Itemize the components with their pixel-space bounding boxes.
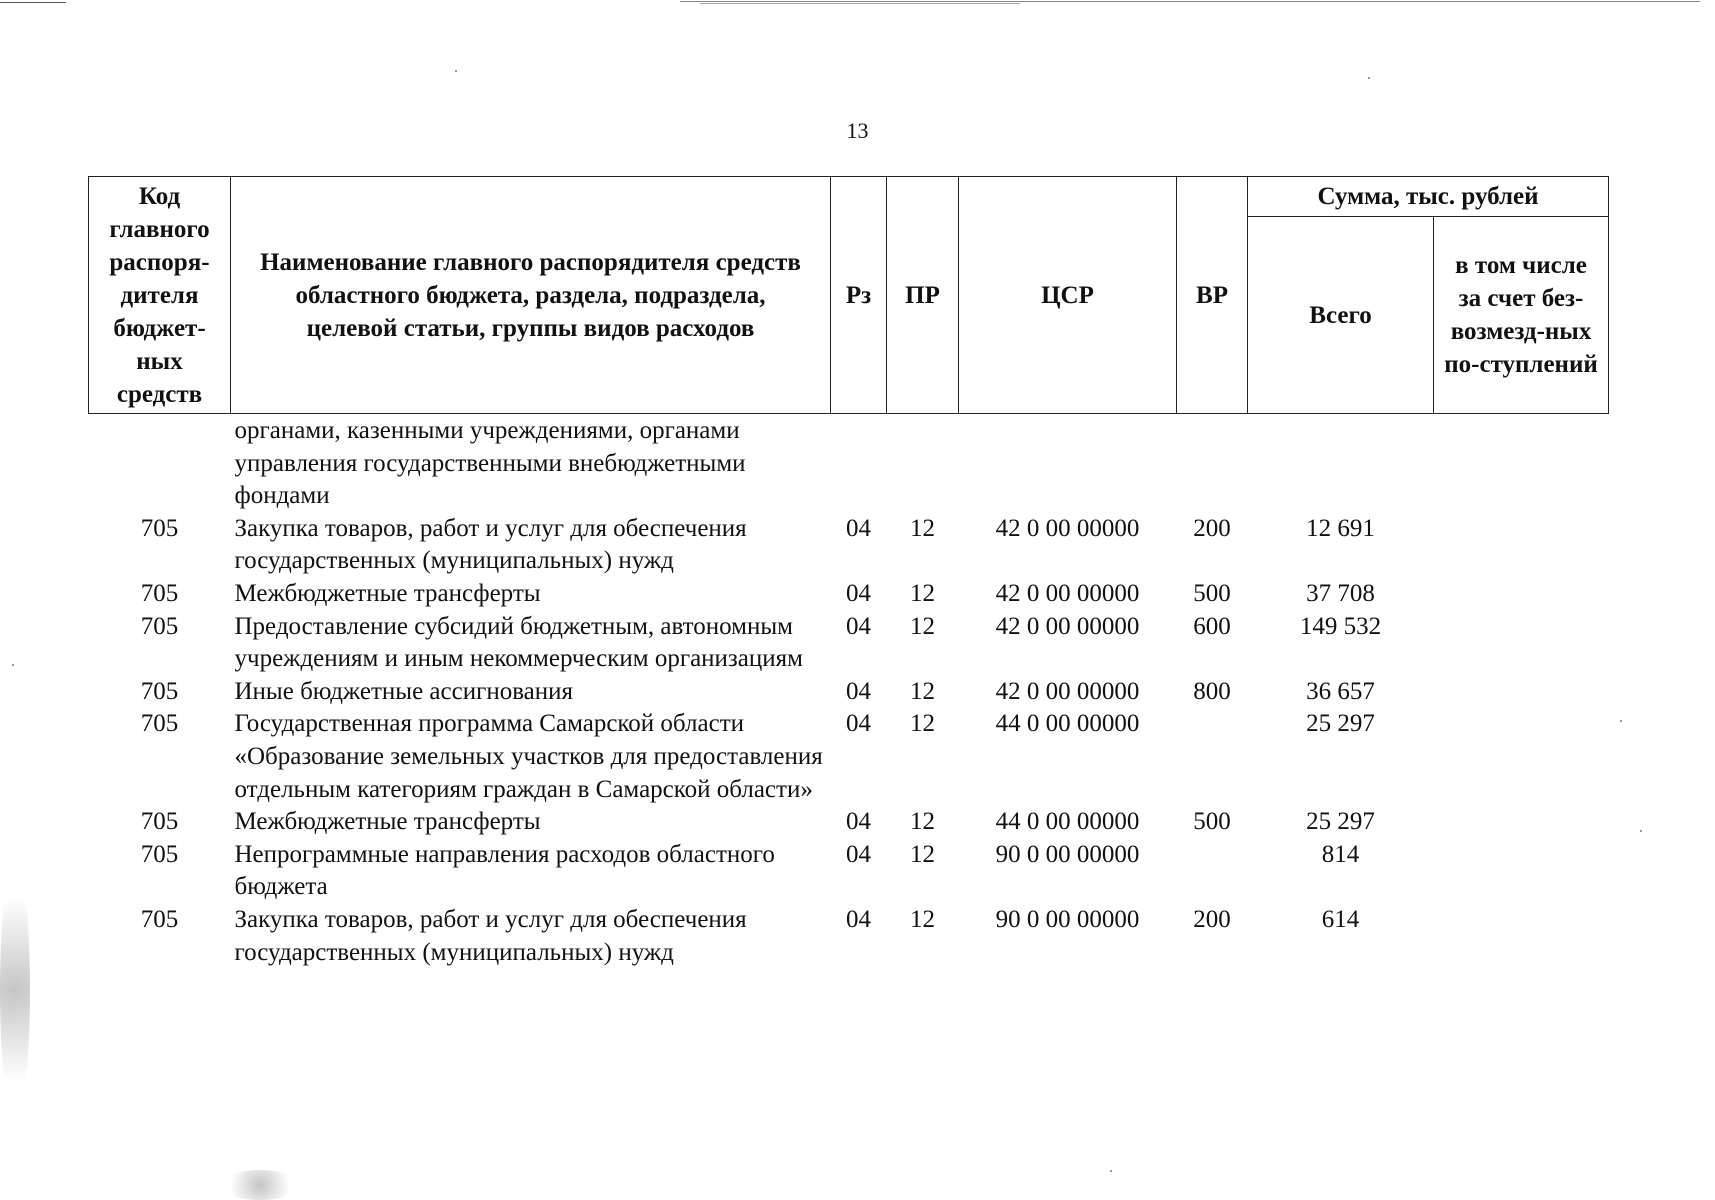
- scan-speck: [12, 664, 14, 666]
- cell-csr: [959, 414, 1177, 513]
- cell-csr: 44 0 00 00000: [995, 808, 1140, 836]
- cell-free: [1434, 708, 1609, 806]
- table-row: [89, 839, 1609, 904]
- cell-code: 705: [140, 514, 179, 542]
- table-row: [89, 513, 1609, 578]
- cell-pr: 12: [910, 514, 935, 542]
- cell-code: 705: [140, 612, 179, 640]
- table-row: [89, 708, 1609, 806]
- cell-free: [1434, 839, 1609, 904]
- cell-total: 814: [1321, 840, 1360, 868]
- cell-rz: 04: [846, 579, 871, 607]
- cell-rz: 04: [846, 514, 871, 542]
- scan-speck: [455, 70, 457, 72]
- cell-free: [1434, 676, 1609, 709]
- cell-pr: 12: [910, 808, 935, 836]
- cell-total: 149 532: [1299, 612, 1382, 640]
- cell-code: 705: [140, 677, 179, 705]
- cell-total: 25 297: [1306, 710, 1375, 738]
- cell-rz: 04: [846, 612, 871, 640]
- cell-pr: 12: [910, 579, 935, 607]
- cell-name: Государственная программа Самарской области «Образование земельных участков для предоставления отдельным категориям граждан в Самарской области»: [234, 710, 823, 803]
- cell-pr: 12: [910, 710, 935, 738]
- cell-free: [1434, 806, 1609, 839]
- cell-name: Непрограммные направления расходов областного бюджета: [234, 840, 775, 901]
- scan-speck: [1368, 77, 1370, 79]
- cell-name: Закупка товаров, работ и услуг для обеспечения государственных (муниципальных) нужд: [234, 905, 747, 966]
- cell-free: [1434, 414, 1609, 513]
- page-number: 13: [846, 118, 869, 143]
- cell-rz: 04: [846, 905, 871, 933]
- cell-free: [1434, 611, 1609, 676]
- cell-rz: 04: [846, 808, 871, 836]
- cell-total: 614: [1321, 905, 1360, 933]
- table-row: [89, 904, 1609, 969]
- cell-name: Закупка товаров, работ и услуг для обеспечения государственных (муниципальных) нужд: [234, 514, 747, 575]
- scan-edge-line-top: [680, 1, 1700, 2]
- cell-code: 705: [140, 840, 179, 868]
- cell-pr: 12: [910, 905, 935, 933]
- scan-edge-line-left: [0, 2, 66, 3]
- cell-total: 25 297: [1306, 808, 1375, 836]
- header-free-receipts: в том числе за счет без-возмезд-ных по-ступлений: [1434, 217, 1609, 414]
- cell-pr: 12: [910, 677, 935, 705]
- cell-rz: 04: [846, 840, 871, 868]
- header-name: Наименование главного распорядителя средств областного бюджета, раздела, подраздела, целевой статьи, группы видов расходов: [231, 177, 831, 414]
- cell-csr: 42 0 00 00000: [995, 612, 1140, 640]
- cell-free: [1434, 578, 1609, 611]
- scan-noise-left: [0, 860, 30, 1120]
- cell-rz: 04: [846, 710, 871, 738]
- table-row: [89, 414, 1609, 513]
- cell-vr: [1177, 839, 1248, 904]
- table-row: [89, 611, 1609, 676]
- cell-vr: [1177, 414, 1248, 513]
- cell-code: 705: [140, 710, 179, 738]
- scan-speck: [1620, 720, 1622, 722]
- cell-name: Предоставление субсидий бюджетным, автономным учреждениям и иным некоммерческим организациям: [234, 612, 803, 673]
- cell-pr: [887, 414, 959, 513]
- cell-name: органами, казенными учреждениями, органами управления государственными внебюджетными фондами: [234, 417, 746, 510]
- cell-name: Межбюджетные трансферты: [234, 579, 541, 607]
- cell-pr: 12: [910, 612, 935, 640]
- scan-noise-bottom: [220, 1170, 300, 1200]
- scan-speck: [1640, 830, 1642, 832]
- cell-free: [1434, 513, 1609, 578]
- cell-code: 705: [140, 808, 179, 836]
- cell-vr: 500: [1193, 808, 1231, 836]
- header-code: Код главного распоря-дителя бюджет-ных средств: [89, 177, 231, 414]
- budget-table: [88, 176, 1609, 969]
- cell-csr: 44 0 00 00000: [995, 710, 1140, 738]
- cell-csr: 42 0 00 00000: [995, 677, 1140, 705]
- cell-vr: [1177, 708, 1248, 806]
- header-csr: ЦСР: [959, 177, 1177, 414]
- scan-speck: [1110, 1170, 1112, 1172]
- cell-csr: 42 0 00 00000: [995, 514, 1140, 542]
- cell-total: 12 691: [1306, 514, 1375, 542]
- table-header: [89, 177, 1609, 414]
- cell-code: 705: [140, 579, 179, 607]
- cell-total: 37 708: [1306, 579, 1375, 607]
- header-sum-group: Сумма, тыс. рублей: [1248, 177, 1609, 217]
- cell-free: [1434, 904, 1609, 969]
- header-pr: ПР: [887, 177, 959, 414]
- cell-vr: 200: [1193, 905, 1231, 933]
- cell-vr: 200: [1193, 514, 1231, 542]
- table-row: [89, 676, 1609, 709]
- cell-csr: 90 0 00 00000: [995, 840, 1140, 868]
- header-total: Всего: [1248, 217, 1434, 414]
- table-row: [89, 578, 1609, 611]
- cell-total: 36 657: [1306, 677, 1375, 705]
- cell-code: 705: [140, 905, 179, 933]
- header-rz: Рз: [831, 177, 887, 414]
- cell-csr: 42 0 00 00000: [995, 579, 1140, 607]
- cell-name: Межбюджетные трансферты: [234, 808, 541, 836]
- table-row: [89, 806, 1609, 839]
- cell-pr: 12: [910, 840, 935, 868]
- table-body: [89, 414, 1609, 970]
- cell-total: [1248, 414, 1434, 513]
- cell-rz: 04: [846, 677, 871, 705]
- cell-vr: 600: [1193, 612, 1231, 640]
- cell-vr: 500: [1193, 579, 1231, 607]
- cell-code: [89, 414, 231, 513]
- scan-edge-line-top-gap: [700, 3, 1020, 4]
- cell-rz: [831, 414, 887, 513]
- cell-name: Иные бюджетные ассигнования: [234, 677, 574, 705]
- header-vr: ВР: [1177, 177, 1248, 414]
- cell-csr: 90 0 00 00000: [995, 905, 1140, 933]
- cell-vr: 800: [1193, 677, 1231, 705]
